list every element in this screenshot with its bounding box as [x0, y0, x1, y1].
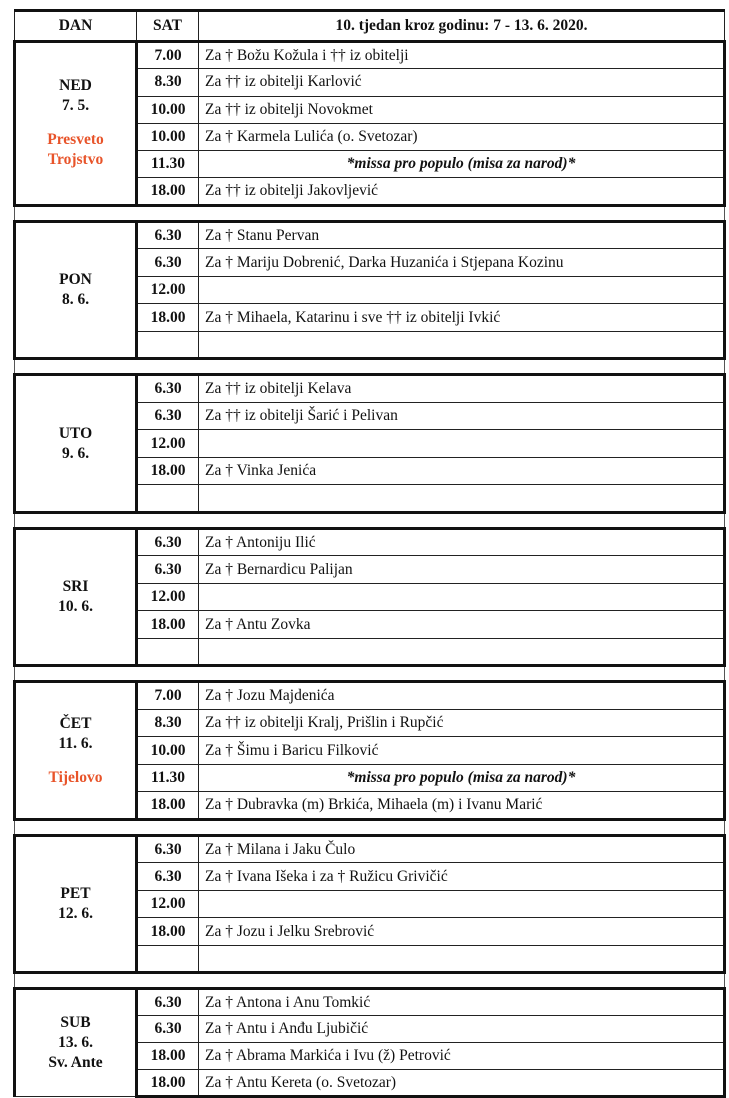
day-cell: [15, 528, 137, 666]
mass-time: 6.30: [137, 835, 199, 863]
mass-intention: [199, 638, 725, 666]
mass-time: 6.30: [137, 221, 199, 249]
column-header-day: DAN: [15, 11, 137, 42]
mass-schedule-sheet: [13, 9, 723, 1098]
mass-intention: [199, 276, 725, 304]
mass-intention: *missa pro populo (misa za narod)*: [199, 151, 725, 178]
day-cell: [15, 221, 137, 359]
day-separator: [15, 205, 725, 221]
separator-cell: [15, 205, 137, 221]
day-separator: [15, 973, 725, 989]
day-date: 11. 6.: [58, 734, 93, 752]
mass-intention: Za † Bernardicu Palijan: [199, 556, 725, 584]
mass-time: 6.30: [137, 989, 199, 1016]
mass-intention: Za † Šimu i Baricu Filković: [199, 737, 725, 765]
mass-time: [137, 485, 199, 513]
mass-row: [15, 375, 725, 403]
mass-time: 6.30: [137, 375, 199, 403]
mass-time: 7.00: [137, 682, 199, 710]
day-separator: [15, 359, 725, 375]
separator-cell: [15, 819, 137, 835]
mass-time: 6.30: [137, 528, 199, 556]
mass-row: [15, 221, 725, 249]
mass-time: 10.00: [137, 737, 199, 765]
day-date: 8. 6.: [61, 291, 90, 309]
mass-intention: *missa pro populo (misa za narod)*: [199, 764, 725, 792]
mass-intention: Za † Abrama Markića i Ivu (ž) Petrović: [199, 1043, 725, 1070]
mass-intention: Za †† iz obitelji Karlović: [199, 69, 725, 96]
mass-row: [15, 528, 725, 556]
separator-cell: [137, 359, 199, 375]
mass-time: 6.30: [137, 1016, 199, 1043]
day-separator: [15, 512, 725, 528]
mass-time: [137, 331, 199, 359]
separator-cell: [199, 205, 725, 221]
separator-cell: [137, 205, 199, 221]
feast-label: Trojstvo: [47, 151, 104, 169]
mass-row: [15, 835, 725, 863]
separator-cell: [199, 666, 725, 682]
week-title: 10. tjedan kroz godinu: 7 - 13. 6. 2020.: [199, 11, 725, 42]
mass-time: 18.00: [137, 1070, 199, 1097]
mass-intention: Za † Antu Zovka: [199, 611, 725, 639]
mass-intention: Za † Božu Kožula i †† iz obitelji: [199, 42, 725, 69]
mass-row: [15, 682, 725, 710]
day-name: UTO: [58, 424, 93, 442]
mass-intention: Za † Antu i Anđu Ljubičić: [199, 1016, 725, 1043]
mass-time: 6.30: [137, 556, 199, 584]
mass-time: 6.30: [137, 249, 199, 277]
mass-time: 12.00: [137, 890, 199, 918]
day-name: ČET: [59, 714, 92, 732]
mass-time: [137, 945, 199, 973]
mass-intention: Za †† iz obitelji Novokmet: [199, 96, 725, 123]
mass-intention: Za †† iz obitelji Kelava: [199, 375, 725, 403]
mass-intention: Za †† iz obitelji Kralj, Prišlin i Rupčić: [199, 709, 725, 737]
separator-cell: [199, 973, 725, 989]
mass-intention: Za † Jozu Majdenića: [199, 682, 725, 710]
separator-cell: [199, 512, 725, 528]
mass-intention: Za † Stanu Pervan: [199, 221, 725, 249]
mass-row: [15, 989, 725, 1016]
mass-time: 11.30: [137, 764, 199, 792]
mass-intention: Za †† iz obitelji Jakovljević: [199, 178, 725, 205]
day-name: SRI: [62, 578, 89, 596]
day-cell: [15, 835, 137, 973]
separator-cell: [15, 973, 137, 989]
mass-time: 10.00: [137, 96, 199, 123]
separator-cell: [199, 359, 725, 375]
mass-time: 12.00: [137, 430, 199, 458]
separator-cell: [199, 819, 725, 835]
mass-time: 8.30: [137, 69, 199, 96]
day-name: PET: [60, 885, 91, 903]
day-date: 13. 6.: [58, 1034, 93, 1052]
day-date: 9. 6.: [61, 444, 90, 462]
mass-time: 18.00: [137, 918, 199, 946]
mass-time: 12.00: [137, 276, 199, 304]
mass-time: 18.00: [137, 792, 199, 820]
mass-time: 8.30: [137, 709, 199, 737]
mass-intention: [199, 331, 725, 359]
day-name: SUB: [60, 1014, 91, 1032]
day-cell: [15, 42, 137, 206]
mass-intention: Za † Antoniju Ilić: [199, 528, 725, 556]
day-cell: [15, 682, 137, 820]
day-separator: [15, 819, 725, 835]
mass-time: 18.00: [137, 611, 199, 639]
mass-intention: Za † Mihaela, Katarinu i sve †† iz obitelji Ivkić: [199, 304, 725, 332]
feast-label: Tijelovo: [48, 768, 103, 786]
mass-intention: Za †† iz obitelji Šarić i Pelivan: [199, 402, 725, 430]
day-name: NED: [59, 77, 92, 95]
separator-cell: [137, 666, 199, 682]
separator-cell: [15, 512, 137, 528]
mass-row: [15, 42, 725, 69]
mass-intention: Za † Mariju Dobrenić, Darka Huzanića i Stjepana Kozinu: [199, 249, 725, 277]
mass-time: 6.30: [137, 402, 199, 430]
mass-time: 10.00: [137, 123, 199, 150]
day-date: 10. 6.: [58, 598, 93, 616]
day-date: 7. 5.: [61, 97, 90, 115]
header-row: [15, 11, 725, 42]
mass-intention: Za † Dubravka (m) Brkića, Mihaela (m) i Ivanu Marić: [199, 792, 725, 820]
mass-intention: Za † Antona i Anu Tomkić: [199, 989, 725, 1016]
mass-time: 18.00: [137, 178, 199, 205]
day-separator: [15, 666, 725, 682]
mass-intention: [199, 583, 725, 611]
mass-intention: [199, 945, 725, 973]
mass-intention: [199, 485, 725, 513]
day-cell: [15, 989, 137, 1097]
mass-intention: Za † Antu Kereta (o. Svetozar): [199, 1070, 725, 1097]
mass-time: 12.00: [137, 583, 199, 611]
mass-time: [137, 638, 199, 666]
mass-time: 11.30: [137, 151, 199, 178]
day-cell: [15, 375, 137, 513]
separator-cell: [15, 666, 137, 682]
mass-intention: Za † Jozu i Jelku Srebrović: [199, 918, 725, 946]
day-date: 12. 6.: [58, 905, 93, 923]
mass-schedule-table: [13, 9, 726, 1098]
mass-intention: [199, 890, 725, 918]
mass-intention: [199, 430, 725, 458]
mass-time: 18.00: [137, 304, 199, 332]
mass-intention: Za † Karmela Lulića (o. Svetozar): [199, 123, 725, 150]
mass-time: 6.30: [137, 863, 199, 891]
separator-cell: [137, 819, 199, 835]
mass-time: 18.00: [137, 457, 199, 485]
column-header-time: SAT: [137, 11, 199, 42]
separator-cell: [15, 359, 137, 375]
mass-intention: Za † Vinka Jenića: [199, 457, 725, 485]
feast-label: Sv. Ante: [48, 1054, 103, 1072]
separator-cell: [137, 973, 199, 989]
feast-label: Presveto: [47, 131, 104, 149]
separator-cell: [137, 512, 199, 528]
mass-time: 7.00: [137, 42, 199, 69]
day-name: PON: [59, 271, 92, 289]
mass-intention: Za † Ivana Išeka i za † Ružicu Grivičić: [199, 863, 725, 891]
mass-time: 18.00: [137, 1043, 199, 1070]
mass-intention: Za † Milana i Jaku Čulo: [199, 835, 725, 863]
